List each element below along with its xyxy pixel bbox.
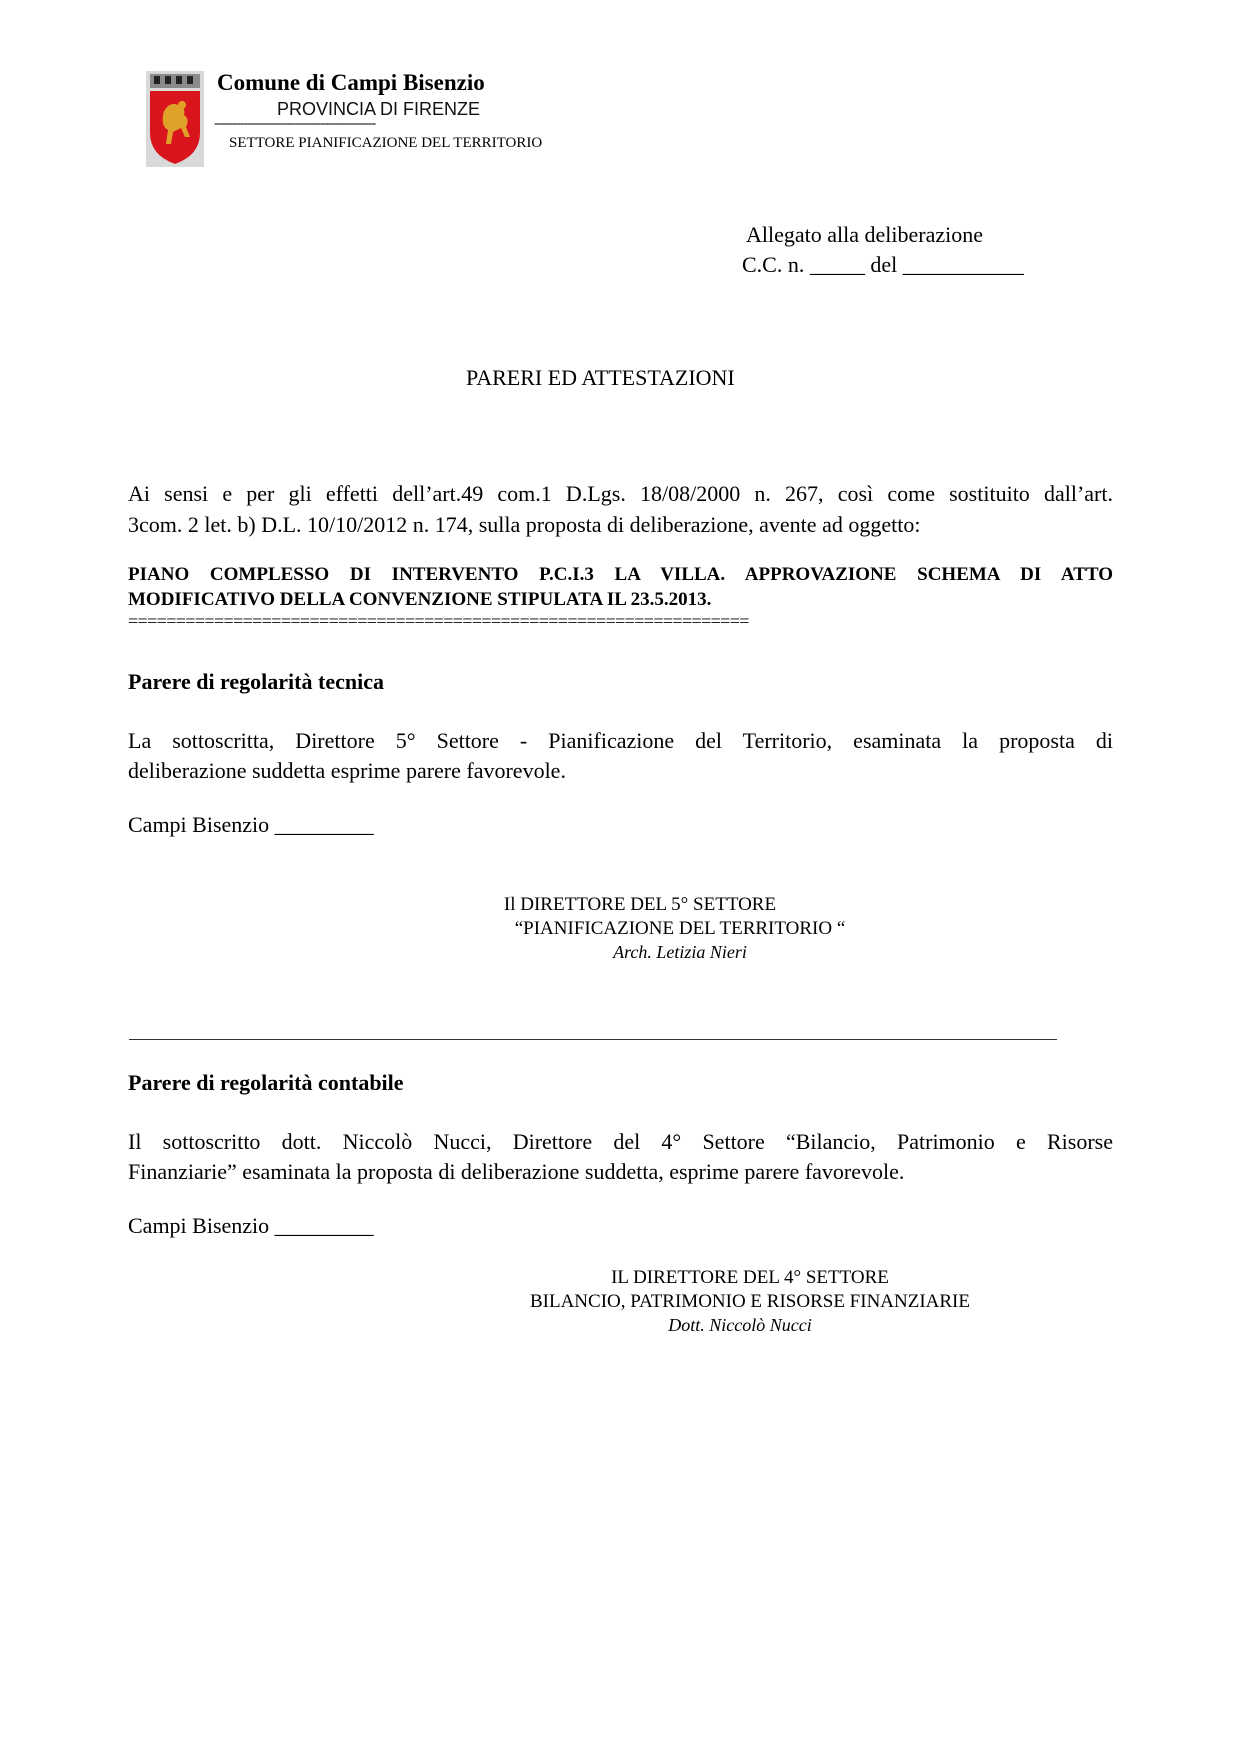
provincia-name: PROVINCIA DI FIRENZE xyxy=(277,99,481,119)
tecnica-place-date: Campi Bisenzio _________ xyxy=(128,812,374,837)
tecnica-body-line-2: deliberazione suddetta esprime parere favorevole. xyxy=(128,758,566,783)
contabile-heading: Parere di regolarità contabile xyxy=(128,1070,404,1095)
oggetto-line-1: PIANO COMPLESSO DI INTERVENTO P.C.I.3 LA VILLA. APPROVAZIONE SCHEMA DI ATTO xyxy=(128,564,1113,585)
tecnica-signer-name: Arch. Letizia Nieri xyxy=(613,942,747,962)
header-separator: -------------------------------------------- xyxy=(214,116,376,131)
section-divider xyxy=(129,1039,1057,1040)
contabile-signer-title: IL DIRETTORE DEL 4° SETTORE xyxy=(611,1267,889,1288)
tecnica-signer-sector: “PIANIFICAZIONE DEL TERRITORIO “ xyxy=(514,918,846,939)
tecnica-signer-title: Il DIRETTORE DEL 5° SETTORE xyxy=(503,894,777,915)
contabile-signer-name: Dott. Niccolò Nucci xyxy=(668,1315,812,1335)
tecnica-body-line-1: La sottoscritta, Direttore 5° Settore - Pianificazione del Territorio, esaminata la proposta di xyxy=(128,728,1113,753)
contabile-place-date: Campi Bisenzio _________ xyxy=(128,1213,374,1238)
comune-name: Comune di Campi Bisenzio xyxy=(217,70,485,95)
page-title: PARERI ED ATTESTAZIONI xyxy=(466,365,735,390)
intro-line-1: Ai sensi e per gli effetti dell’art.49 com.1 D.Lgs. 18/08/2000 n. 267, così come sostituito dall’art. xyxy=(128,481,1113,506)
settore-name: SETTORE PIANIFICAZIONE DEL TERRITORIO xyxy=(229,135,543,151)
contabile-body-line-2: Finanziarie” esaminata la proposta di deliberazione suddetta, esprime parere favorevole. xyxy=(128,1159,905,1184)
comune-crest-icon xyxy=(146,71,204,167)
oggetto-separator: ================================================================= xyxy=(128,611,749,631)
oggetto-line-2: MODIFICATIVO DELLA CONVENZIONE STIPULATA IL 23.5.2013. xyxy=(128,589,712,610)
contabile-body-line-1: Il sottoscritto dott. Niccolò Nucci, Direttore del 4° Settore “Bilancio, Patrimonio e Risorse xyxy=(128,1129,1113,1154)
contabile-signer-sector: BILANCIO, PATRIMONIO E RISORSE FINANZIARIE xyxy=(529,1291,970,1312)
intro-line-2: 3com. 2 let. b) D.L. 10/10/2012 n. 174, sulla proposta di deliberazione, avente ad oggetto: xyxy=(128,512,921,537)
tecnica-heading: Parere di regolarità tecnica xyxy=(128,669,384,694)
delibera-ref-line: C.C. n. _____ del ___________ xyxy=(742,252,1024,277)
allegato-line: Allegato alla deliberazione xyxy=(746,222,983,247)
